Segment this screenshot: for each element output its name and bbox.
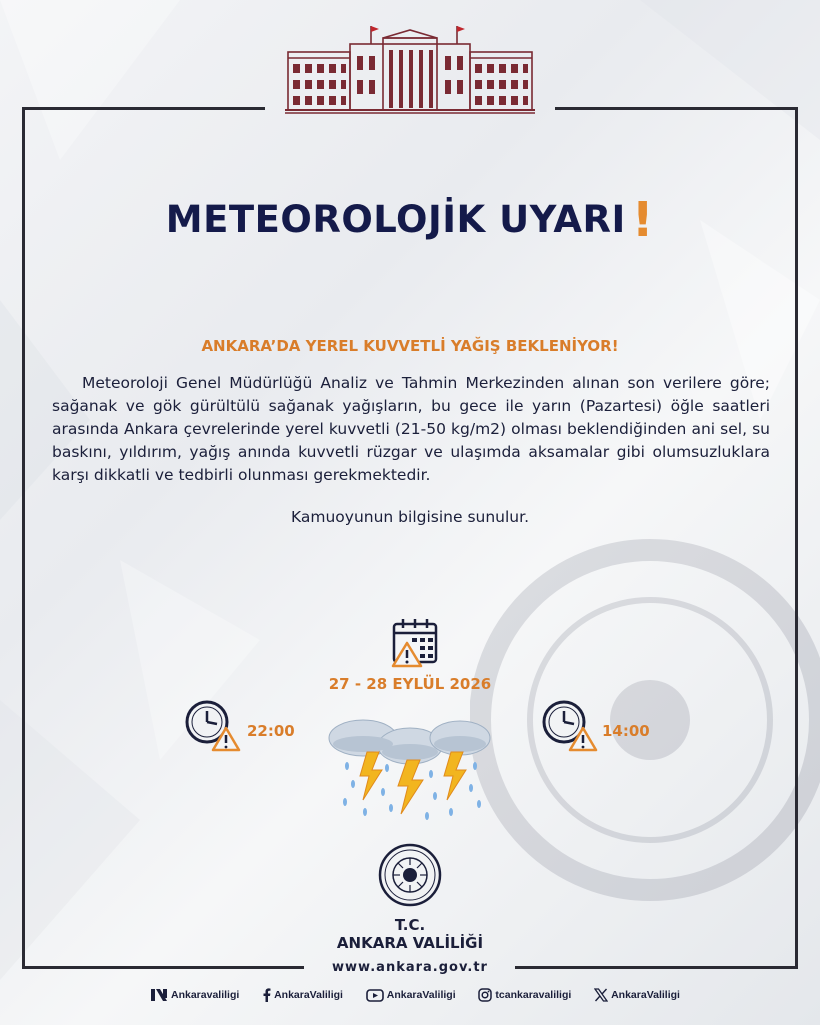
social-link-x[interactable] xyxy=(594,988,680,1002)
start-time: 22:00 xyxy=(247,722,295,740)
social-link-youtube[interactable] xyxy=(366,989,456,1002)
social-link-nsosyal[interactable] xyxy=(150,988,239,1002)
calendar-warning-icon xyxy=(390,616,442,668)
org-prefix: T.C. xyxy=(394,916,426,934)
thunderstorm-icon xyxy=(325,708,495,828)
governorship-seal-icon xyxy=(378,843,442,907)
social-label: AnkaraValiligi xyxy=(386,989,456,1001)
frame-top-right xyxy=(555,107,798,110)
clock-warning-icon xyxy=(542,700,598,752)
facebook-icon xyxy=(262,988,271,1002)
frame-top-left xyxy=(22,107,265,110)
clock-warning-icon xyxy=(185,700,241,752)
alert-body: Meteoroloji Genel Müdürlüğü Analiz ve Tahmin Merkezinden alınan son verilere göre; sağanak ve gök gürültülü sağanak yağışların, bu gece ile yarın (Pazartesi) öğle saatleri arasında Ankara çevrelerinde yerel kuvvetli (21-50 kg/m2) olması beklendiğinden ani sel, su baskını, yıldırım, yağış anında kuvvetli rüzgar ve ulaşımda aksamalar gibi olumsuzluklara karşı dikkatli ve tedbirli olunması gerekmektedir. xyxy=(52,374,770,484)
social-label: AnkaraValiligi xyxy=(274,989,343,1001)
org-name: ANKARA VALİLİĞİ xyxy=(336,934,484,952)
alert-note: Kamuoyunun bilgisine sunulur. xyxy=(290,508,529,526)
social-link-facebook[interactable] xyxy=(262,988,343,1002)
website-link[interactable]: www.ankara.gov.tr xyxy=(332,960,488,975)
alert-headline: ANKARA’DA YEREL KUVVETLİ YAĞIŞ BEKLENİYOR! xyxy=(201,337,619,355)
social-label: tcankaravaliligi xyxy=(495,989,572,1001)
governorship-building-icon xyxy=(285,22,535,116)
nsosyal-icon xyxy=(150,988,168,1002)
title-text: METEOROLOJİK UYARI xyxy=(165,198,626,241)
x-icon xyxy=(594,988,608,1002)
social-label: Ankaravaliligi xyxy=(171,989,240,1001)
instagram-icon xyxy=(478,988,492,1002)
end-time: 14:00 xyxy=(602,722,650,740)
youtube-icon xyxy=(366,989,384,1002)
social-link-instagram[interactable] xyxy=(478,988,571,1002)
social-links xyxy=(150,986,680,1004)
page-title xyxy=(0,188,820,248)
alert-date: 27 - 28 EYLÜL 2026 xyxy=(328,675,492,693)
exclamation-icon: ! xyxy=(631,192,655,248)
social-label: AnkaraValiligi xyxy=(611,989,680,1001)
